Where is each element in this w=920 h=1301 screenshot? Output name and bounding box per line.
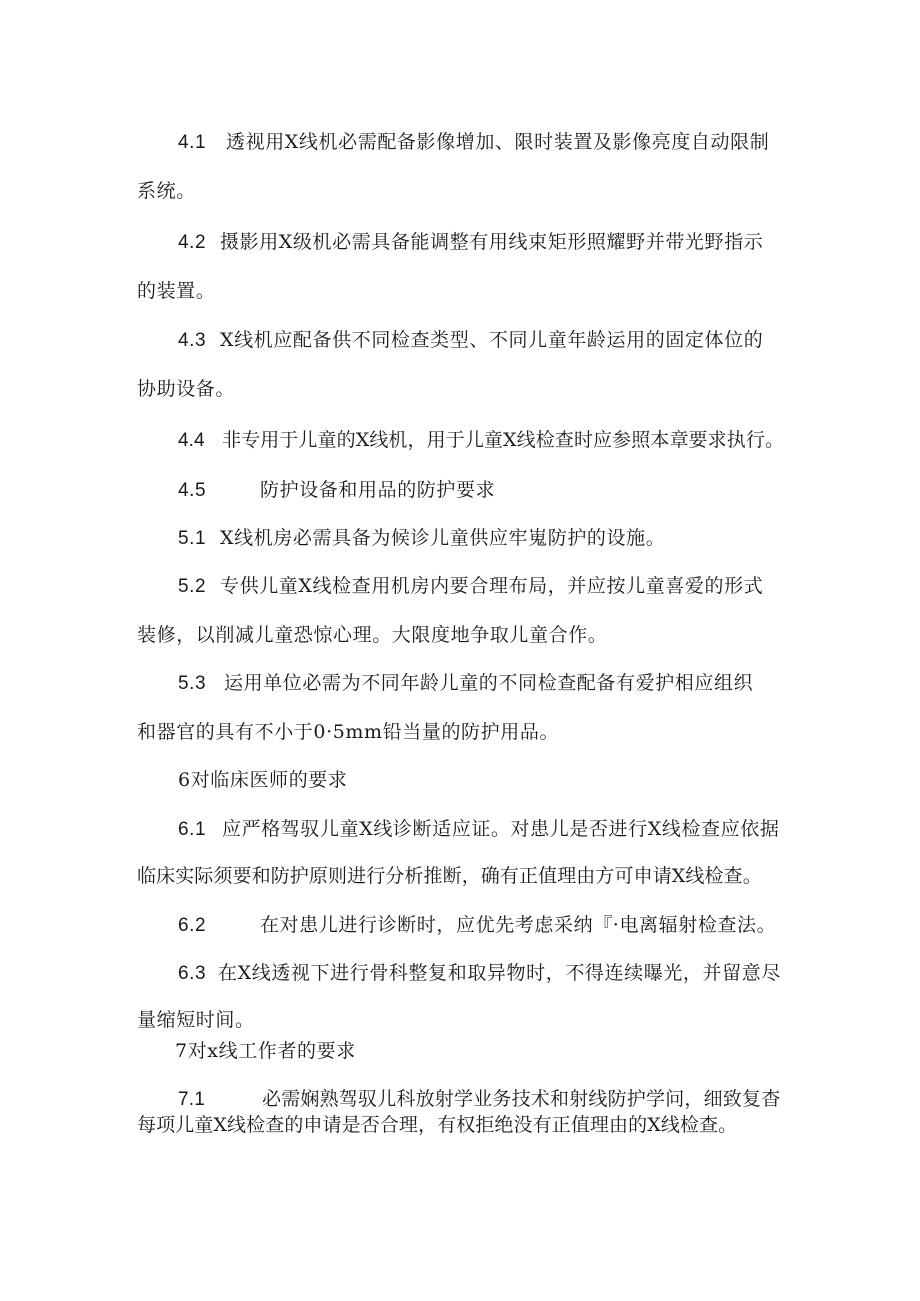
paragraph-text: 装修，以削减儿童恐惊心理。大限度地争取儿童合作。 — [137, 624, 608, 646]
paragraph-6-1-line-2 — [137, 864, 762, 888]
paragraph-6-1-line-1 — [178, 817, 779, 842]
paragraph-4-5-line-1 — [178, 478, 495, 503]
paragraph-text: 防护设备和用品的防护要求 — [260, 479, 496, 501]
paragraph-text: 运用单位必需为不同年龄儿童的不同检查配备有爱护相应组织 — [224, 672, 754, 694]
section-heading-text: 7对x线工作者的要求 — [175, 1040, 356, 1062]
paragraph-4-1-line-1 — [178, 130, 769, 155]
paragraph-text: 每项儿童X线检查的申请是否合理，有权拒绝没有正值理由的X线检查。 — [137, 1114, 738, 1136]
section-number: 4.1 — [178, 132, 207, 153]
paragraph-4-1-line-2 — [137, 179, 196, 203]
paragraph-5-2-line-1 — [178, 574, 763, 599]
paragraph-text: X线机房必需具备为候诊儿童供应牢嵬防护的设施。 — [220, 527, 666, 549]
section-number: 4.3 — [178, 330, 207, 351]
paragraph-text: 透视用X线机必需配备影像增加、限时装置及影像亮度自动限制 — [226, 131, 770, 153]
paragraph-6-3-line-1 — [178, 961, 781, 986]
paragraph-text: 协助设备。 — [137, 378, 236, 400]
paragraph-text: 必需娴熟驾驭儿科放射学业务技术和射线防护学问，细致复杳 — [262, 1088, 781, 1110]
paragraph-4-2-line-1 — [178, 230, 763, 255]
paragraph-text: X线机应配备供不同检查类型、不同儿童年龄运用的固定体位的 — [220, 329, 764, 351]
paragraph-text: 系统。 — [137, 180, 196, 202]
section-number: 6.3 — [178, 963, 207, 984]
section-number: 6.2 — [178, 915, 207, 936]
paragraph-text: 的装置。 — [137, 280, 216, 302]
paragraph-text: 应严格驾驭儿童X线诊断适应证。对患儿是否进行X线检查应依据 — [222, 818, 780, 840]
paragraph-5-2-line-2 — [137, 623, 607, 647]
paragraph-text: 在对患儿进行诊断时，应优先考虑采纳『·电离辐射检查法。 — [260, 914, 777, 936]
paragraph-4-2-line-2 — [137, 279, 215, 303]
paragraph-text: 非专用于儿童的X线机，用于儿童X线检查时应参照本章要求执行。 — [222, 429, 785, 451]
section-number: 4.2 — [178, 232, 207, 253]
paragraph-text: 量缩短时间。 — [137, 1009, 255, 1031]
paragraph-text: 临床实际须要和防护原则进行分析推断，确有正值理由方可申请X线检查。 — [137, 865, 762, 887]
paragraph-text: 在X线透视下进行骨科整复和取异物时，不得连续曝光，并留意尽 — [218, 962, 781, 984]
paragraph-5-1-line-1 — [178, 526, 665, 551]
section-heading-7 — [175, 1039, 356, 1063]
paragraph-7-1-line-1 — [178, 1087, 780, 1112]
paragraph-4-3-line-1 — [178, 328, 763, 353]
section-number: 5.2 — [178, 576, 207, 597]
section-number: 5.3 — [178, 673, 207, 694]
paragraph-text: 专供儿童X线检查用机房内要合理布局，并应按儿童喜爱的形式 — [220, 575, 764, 597]
paragraph-6-2-line-1 — [178, 913, 776, 938]
section-number: 5.1 — [178, 528, 207, 549]
paragraph-text: 和器官的具有不小于0·5mm铅当量的防护用品。 — [137, 721, 560, 743]
paragraph-5-3-line-1 — [178, 671, 753, 696]
paragraph-5-3-line-2 — [137, 720, 559, 744]
section-number: 4.4 — [178, 430, 205, 451]
paragraph-7-1-line-2 — [137, 1113, 737, 1137]
paragraph-6-3-line-2 — [137, 1008, 255, 1032]
section-number: 7.1 — [178, 1089, 206, 1110]
section-number: 6.1 — [178, 819, 207, 840]
paragraph-text: 摄影用X级机必需具备能调整有用线束矩形照耀野并带光野指示 — [220, 231, 764, 253]
paragraph-4-3-line-2 — [137, 377, 235, 401]
paragraph-4-4-line-1 — [178, 428, 784, 453]
section-heading-6 — [178, 768, 348, 792]
section-number: 4.5 — [178, 480, 207, 501]
section-heading-text: 6对临床医师的要求 — [178, 769, 348, 791]
